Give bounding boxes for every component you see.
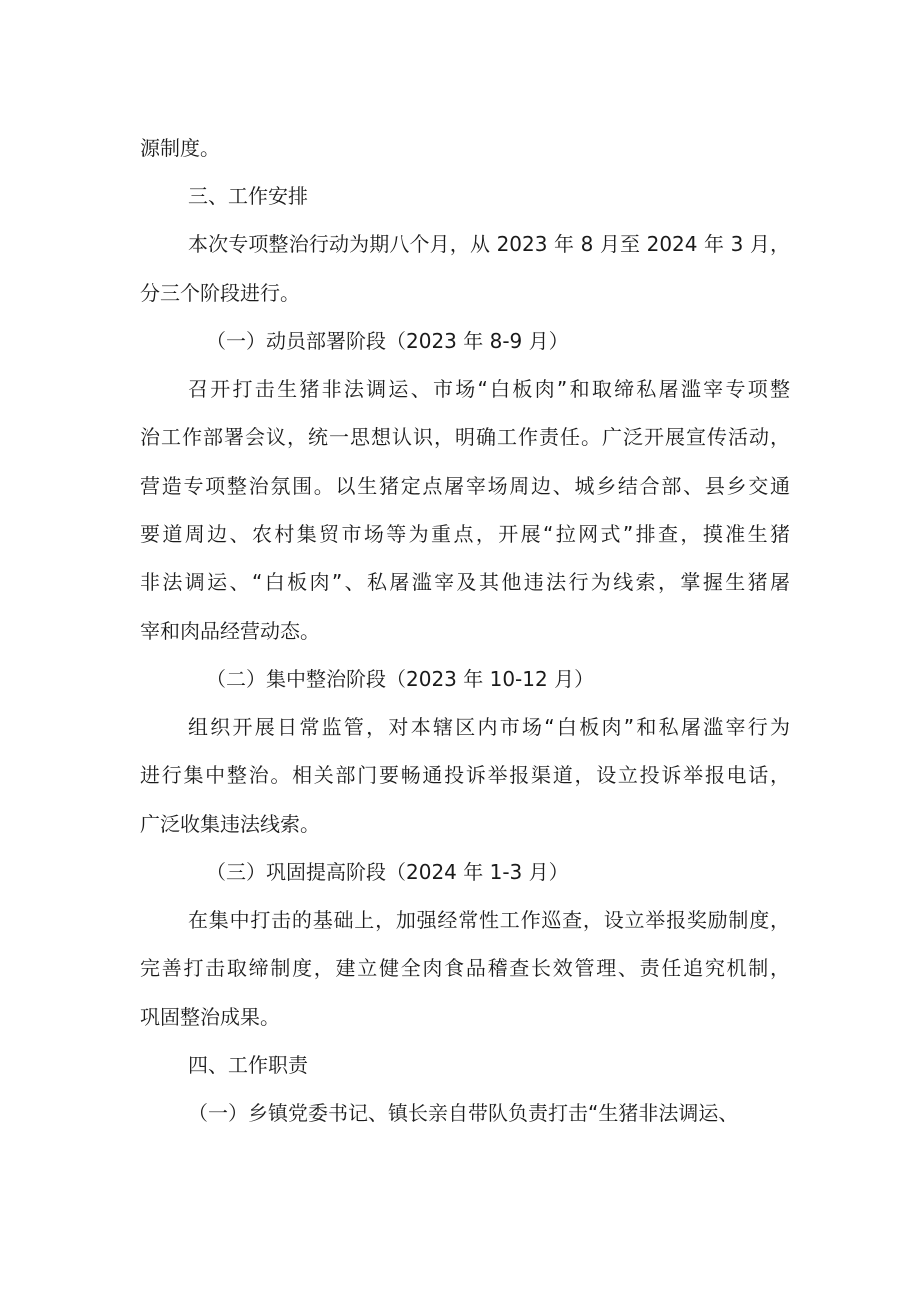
text-line: 治工作部署会议，统一思想认识，明确工作责任。广泛开展宣传活动， xyxy=(140,425,790,449)
subsection-heading: （三）巩固提高阶段（2024 年 1-3 月） xyxy=(206,860,569,884)
text-line: 完善打击取缔制度，建立健全肉食品稽查长效管理、责任追究机制， xyxy=(140,956,790,980)
text-line: 在集中打击的基础上，加强经常性工作巡查，设立举报奖励制度， xyxy=(188,908,790,932)
text-line: （一）乡镇党委书记、镇长亲自带队负责打击“生猪非法调运、 xyxy=(188,1101,739,1125)
text-line: 宰和肉品经营动态。 xyxy=(140,619,320,643)
text-line: 非法调运、“白板肉”、私屠滥宰及其他违法行为线索，掌握生猪屠 xyxy=(140,570,790,594)
text-line: 分三个阶段进行。 xyxy=(140,281,300,305)
text-line: 源制度。 xyxy=(140,136,220,160)
section-heading: 三、工作安排 xyxy=(188,184,308,208)
text-line: 巩固整治成果。 xyxy=(140,1005,280,1029)
subsection-heading: （一）动员部署阶段（2023 年 8-9 月） xyxy=(206,329,569,353)
subsection-heading: （二）集中整治阶段（2023 年 10-12 月） xyxy=(206,667,595,691)
text-line: 要道周边、农村集贸市场等为重点，开展“拉网式”排查，摸准生猪 xyxy=(140,522,790,546)
text-line: 本次专项整治行动为期八个月，从 2023 年 8 月至 2024 年 3 月， xyxy=(188,232,790,256)
text-line: 组织开展日常监管，对本辖区内市场“白板肉”和私屠滥宰行为 xyxy=(188,715,790,739)
text-line: 召开打击生猪非法调运、市场“白板肉”和取缔私屠滥宰专项整 xyxy=(188,377,790,401)
text-line: 营造专项整治氛围。以生猪定点屠宰场周边、城乡结合部、县乡交通 xyxy=(140,474,790,498)
section-heading: 四、工作职责 xyxy=(188,1053,308,1077)
text-line: 广泛收集违法线索。 xyxy=(140,812,320,836)
text-line: 进行集中整治。相关部门要畅通投诉举报渠道，设立投诉举报电话， xyxy=(140,763,790,787)
